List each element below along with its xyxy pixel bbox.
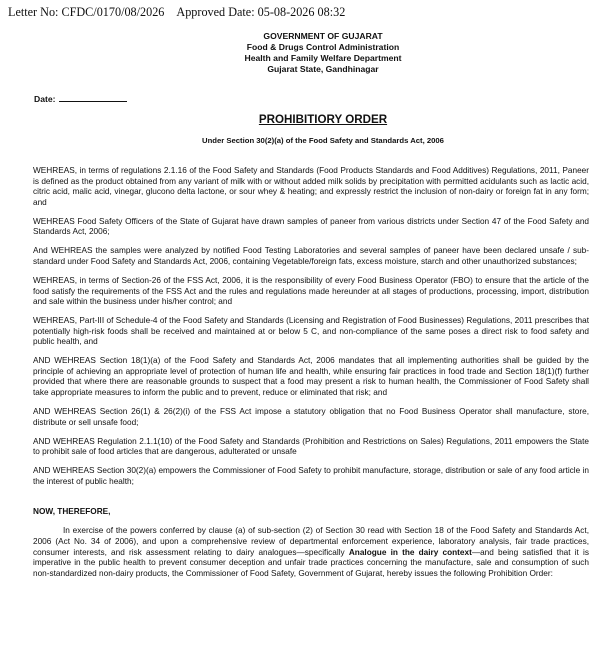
operative-text-part1: In exercise of the powers conferred by clause (a) of sub-section (2) of Section 30 read with Section 18 of the Food Safety and Standards Act, 2006 (Act No. 34 of 2006), and upon a comprehensive review of departmental enforcement experience, laboratory analysis, fair trade practices, consumer interests, and risk assessment relating to dairy analogues—specifically [33,526,589,557]
whereas-paragraph: AND WEHREAS Section 26(1) & 26(2)(i) of the FSS Act impose a statutory obligation that no Food Business Operator shall manufacture, store, distribute or sell unsafe food; [33,407,589,427]
whereas-paragraph: WEHREAS, Part-III of Schedule-4 of the Food Safety and Standards (Licensing and Registration of Food Businesses) Regulations, 2011 prescribes that potentially high-risk foods shall be received and maintained at or below 5 C, and non-compliance of the same poses a direct risk to food safety and public health, and [33,316,589,347]
whereas-paragraph: WEHREAS, in terms of regulations 2.1.16 of the Food Safety and Standards (Food Products Standards and Food Additives) Regulations, 2011, Paneer is defined as the product obtained from any variant of milk with or without added milk solids by precipitation with permitted acidulants such as lactic acid, citric acid, malic acid, vinegar, glucono delta lactone, or sour whey & heating; and expressly restrict the inclusion of non-dairy or foreign fat in any form; and [33,166,589,207]
order-subtitle: Under Section 30(2)(a) of the Food Safety and Standards Act, 2006 [202,136,444,145]
header-line-location: Gujarat State, Gandhinagar [267,64,379,74]
date-field [34,93,127,104]
date-blank-line [59,93,127,102]
operative-text-bold: Analogue in the dairy context [348,547,472,557]
whereas-paragraph: AND WEHREAS Section 18(1)(a) of the Food Safety and Standards Act, 2006 mandates that all implementing authorities shall be guided by the principle of achieving an appropriate level of protection of human life and health, while ensuring fair practices in food trade and Section 18(1)(f) further provided that where there are reasonable grounds to suspect that a food may present a risk to human health, the Commissioner of Food Safety shall take appropriate measures to inform the public and to prevent, reduce or eliminated that risk; and [33,356,589,398]
whereas-paragraph: AND WEHREAS Section 30(2)(a) empowers the Commissioner of Food Safety to prohibit manufacture, storage, distribution or sale of any food article in the interest of public health; [33,466,589,486]
letter-reference-line [8,5,357,20]
whereas-paragraph: WEHREAS Food Safety Officers of the State of Gujarat have drawn samples of paneer from various districts under Section 47 of the Food Safety and Standards Act, 2006; [33,216,589,237]
letter-number: Letter No: CFDC/0170/08/2026 [8,5,165,19]
whereas-paragraph: And WEHREAS the samples were analyzed by notified Food Testing Laboratories and several samples of paneer have been declared unsafe / sub-standard under Food Safety and Standards Act, 2006, containing Vegetable/foreign fats, excess moisture, starch and other unauthorized substances; [33,246,589,266]
order-title: PROHIBITIORY ORDER [258,113,388,126]
operative-paragraph [33,526,589,579]
approved-date: Approved Date: 05-08-2026 08:32 [176,5,346,19]
issuing-authority-header [0,31,616,75]
date-label: Date: [34,94,56,104]
header-line-administration: Food & Drugs Control Administration [246,42,400,52]
whereas-paragraph: WEHREAS, in terms of Section-26 of the FSS Act, 2006, it is the responsibility of every Food Business Operator (FBO) to ensure that the article of the food satisfy the requirements of the FSS Act and the rules and regulations made hereunder at all stages of productions, processing, import, distribution and sale within the business under his/her control; and [33,275,589,307]
operative-text-part2: —and being satisfied that it is imperative in the public health to prevent consumer deception and unfair trade practices concerning the manufacture, sale and consumption of such non-standardized non-dairy products, the Commissioner of Food Safety, Government of Gujarat, hereby issues the following Prohibition Order: [33,547,589,578]
whereas-paragraph: AND WEHREAS Regulation 2.1.1(10) of the Food Safety and Standards (Prohibition and Restrictions on Sales) Regulations, 2011 empowers the State to prohibit sale of food articles that are dangerous, adulterated or unsafe [33,436,589,457]
now-therefore-heading: NOW, THEREFORE, [33,507,111,517]
order-body [33,166,589,588]
header-line-government: GOVERNMENT OF GUJARAT [263,31,383,41]
header-line-department: Health and Family Welfare Department [244,53,402,63]
